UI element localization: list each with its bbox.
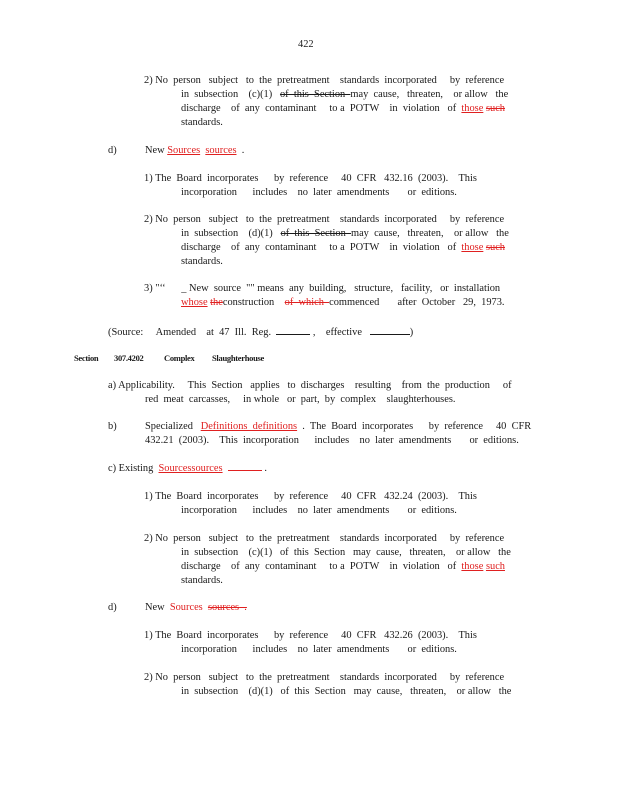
section-title: Slaughterhouse bbox=[212, 353, 265, 363]
paragraph-line: 2) No person subject to the pretreatment standards incorporated by reference bbox=[144, 533, 505, 544]
paragraph-line: discharge of any contaminant to a POTW in violation of those such bbox=[181, 242, 505, 253]
paragraph-line: 1) The Board incorporates by reference 40 CFR 432.16 (2003). This bbox=[144, 173, 477, 184]
deleted-text: the bbox=[210, 297, 223, 308]
inserted-text: whose bbox=[181, 297, 208, 308]
inserted-text: those bbox=[461, 103, 484, 114]
subsection-heading: New Sources sources . bbox=[145, 145, 245, 156]
paragraph-line: incorporation includes no later amendments or editions. bbox=[181, 187, 457, 198]
section-title: Complex bbox=[164, 353, 195, 363]
paragraph-line: 432.21 (2003). This incorporation includes no later amendments or editions. bbox=[145, 435, 519, 446]
paragraph-line: 2) No person subject to the pretreatment standards incorporated by reference bbox=[144, 75, 505, 86]
paragraph-line: a) Applicability. This Section applies to discharges resulting from the production of bbox=[108, 380, 512, 391]
paragraph-line: in subsection (c)(1) of this Section may cause, threaten, or allow the bbox=[181, 89, 509, 100]
subsection-label: b) bbox=[108, 421, 117, 432]
paragraph-line: whose theconstruction of which commenced after October 29, 1973. bbox=[181, 297, 505, 308]
deleted-text: of this Section bbox=[280, 228, 351, 239]
section-number: 307.4202 bbox=[114, 353, 144, 363]
inserted-text: Sources bbox=[167, 145, 201, 156]
paragraph-line: in subsection (d)(1) of this Section may cause, threaten, or allow the bbox=[181, 686, 512, 697]
paragraph-line: standards. bbox=[181, 117, 223, 128]
subsection-label: d) bbox=[108, 602, 117, 613]
deleted-text: of which bbox=[284, 297, 330, 308]
paragraph-line: discharge of any contaminant to a POTW in violation of those such bbox=[181, 561, 505, 572]
paragraph-line: red meat carcasses, in whole or part, by complex slaughterhouses. bbox=[145, 394, 456, 405]
paragraph-line: incorporation includes no later amendments or editions. bbox=[181, 644, 457, 655]
inserted-text: those bbox=[461, 242, 484, 253]
deleted-text-mark bbox=[228, 464, 262, 471]
paragraph-line: 1) The Board incorporates by reference 40 CFR 432.26 (2003). This bbox=[144, 630, 477, 641]
page-number: 422 bbox=[298, 39, 314, 50]
blank-line bbox=[370, 325, 410, 335]
blank-line bbox=[276, 325, 310, 335]
subsection-heading: c) Existing Sourcessources . bbox=[108, 463, 267, 474]
paragraph-line: 2) No person subject to the pretreatment standards incorporated by reference bbox=[144, 214, 505, 225]
paragraph-line: standards. bbox=[181, 575, 223, 586]
paragraph-line: 3) "‘‘ _ New source "" means any building, structure, facility, or installation bbox=[144, 283, 501, 294]
inserted-text: those bbox=[461, 561, 484, 572]
paragraph-line: 1) The Board incorporates by reference 40 CFR 432.24 (2003). This bbox=[144, 491, 477, 502]
inserted-text: such bbox=[485, 561, 505, 572]
paragraph-line: incorporation includes no later amendments or editions. bbox=[181, 505, 457, 516]
inserted-text: Definitions definitions bbox=[200, 421, 298, 432]
source-note: (Source: Amended at 47 Ill. Reg. , effective ) bbox=[108, 327, 414, 338]
paragraph-line: 2) No person subject to the pretreatment standards incorporated by reference bbox=[144, 672, 505, 683]
inserted-text: Sources bbox=[169, 602, 203, 613]
subsection-label: d) bbox=[108, 145, 117, 156]
paragraph-line: discharge of any contaminant to a POTW in violation of those such bbox=[181, 103, 505, 114]
deleted-text: sources bbox=[207, 602, 240, 613]
subsection-heading: New Sources sources . bbox=[145, 602, 247, 613]
section-label: Section bbox=[74, 353, 99, 363]
deleted-text: such bbox=[485, 103, 505, 114]
paragraph-line: in subsection (c)(1) of this Section may cause, threaten, or allow the bbox=[181, 547, 511, 558]
paragraph-line: standards. bbox=[181, 256, 223, 267]
paragraph-line: Specialized Definitions definitions . The Board incorporates by reference 40 CFR bbox=[145, 421, 532, 432]
deleted-text: of this Section bbox=[279, 89, 351, 100]
paragraph-line: in subsection (d)(1) of this Section may cause, threaten, or allow the bbox=[181, 228, 509, 239]
inserted-text: sources bbox=[205, 145, 237, 156]
deleted-text: such bbox=[485, 242, 505, 253]
inserted-text: Sourcessources bbox=[158, 463, 223, 474]
